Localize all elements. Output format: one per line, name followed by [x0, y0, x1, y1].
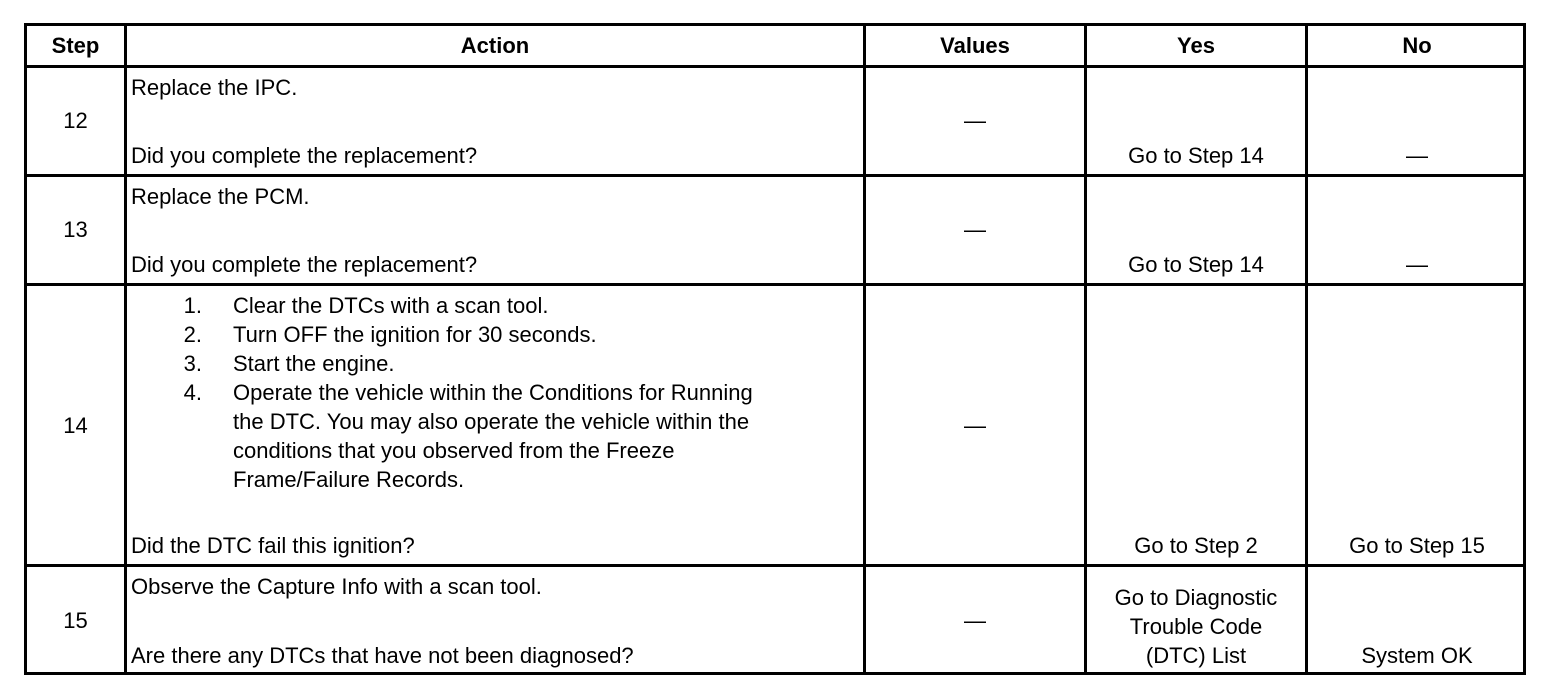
- diagnostic-table: [24, 23, 1526, 675]
- column-divider: [1084, 26, 1087, 672]
- row-divider: [27, 65, 1523, 68]
- row-divider: [27, 564, 1523, 567]
- column-divider: [124, 26, 127, 672]
- action-list: [180, 291, 860, 494]
- step-number: 12: [63, 108, 88, 133]
- yes-cell-line: Go to Diagnostic: [1114, 585, 1278, 610]
- column-divider: [1305, 26, 1308, 672]
- header-action: Action: [460, 33, 530, 58]
- step-number: 14: [63, 413, 88, 438]
- no-cell: —: [1406, 252, 1428, 277]
- list-item-text: Operate the vehicle within the Conditions for Running: [233, 380, 753, 405]
- step-number: 13: [63, 217, 88, 242]
- yes-cell: Go to Step 2: [1134, 533, 1258, 558]
- values-cell: —: [964, 608, 986, 633]
- list-item-number: 1.: [183, 293, 202, 318]
- list-item-number: 4.: [183, 380, 202, 405]
- action-instruction: Replace the IPC.: [131, 75, 298, 100]
- header-no: No: [1402, 33, 1432, 58]
- yes-cell: Go to Step 14: [1128, 143, 1264, 168]
- action-question: Did the DTC fail this ignition?: [131, 533, 415, 558]
- list-item-text: Frame/Failure Records.: [233, 467, 465, 492]
- action-instruction: Observe the Capture Info with a scan tool.: [131, 574, 542, 599]
- action-question: Did you complete the replacement?: [131, 252, 478, 277]
- list-item-number: 3.: [183, 351, 202, 376]
- values-cell: —: [964, 413, 986, 438]
- list-item: [180, 378, 860, 494]
- list-item-text: conditions that you observed from the Freeze: [233, 438, 675, 463]
- no-cell: System OK: [1361, 643, 1473, 668]
- yes-cell-line: (DTC) List: [1145, 643, 1247, 668]
- step-number: 15: [63, 608, 88, 633]
- list-item-text: Start the engine.: [233, 351, 395, 376]
- action-question: Are there any DTCs that have not been diagnosed?: [131, 643, 634, 668]
- list-item: [180, 291, 860, 320]
- no-cell: —: [1406, 143, 1428, 168]
- list-item-number: 2.: [183, 322, 202, 347]
- row-divider: [27, 283, 1523, 286]
- values-cell: —: [964, 217, 986, 242]
- yes-cell: Go to Step 14: [1128, 252, 1264, 277]
- list-item-text: Turn OFF the ignition for 30 seconds.: [233, 322, 597, 347]
- action-instruction: Replace the PCM.: [131, 184, 310, 209]
- list-item-text: Clear the DTCs with a scan tool.: [233, 293, 549, 318]
- list-item: [180, 320, 860, 349]
- list-item-text: the DTC. You may also operate the vehicle within the: [233, 409, 750, 434]
- no-cell: Go to Step 15: [1349, 533, 1485, 558]
- values-cell: —: [964, 108, 986, 133]
- list-item: [180, 349, 860, 378]
- header-step: Step: [51, 33, 100, 58]
- action-question: Did you complete the replacement?: [131, 143, 478, 168]
- header-yes: Yes: [1177, 33, 1215, 58]
- row-divider: [27, 174, 1523, 177]
- header-values: Values: [940, 33, 1010, 58]
- yes-cell-line: Trouble Code: [1129, 614, 1263, 639]
